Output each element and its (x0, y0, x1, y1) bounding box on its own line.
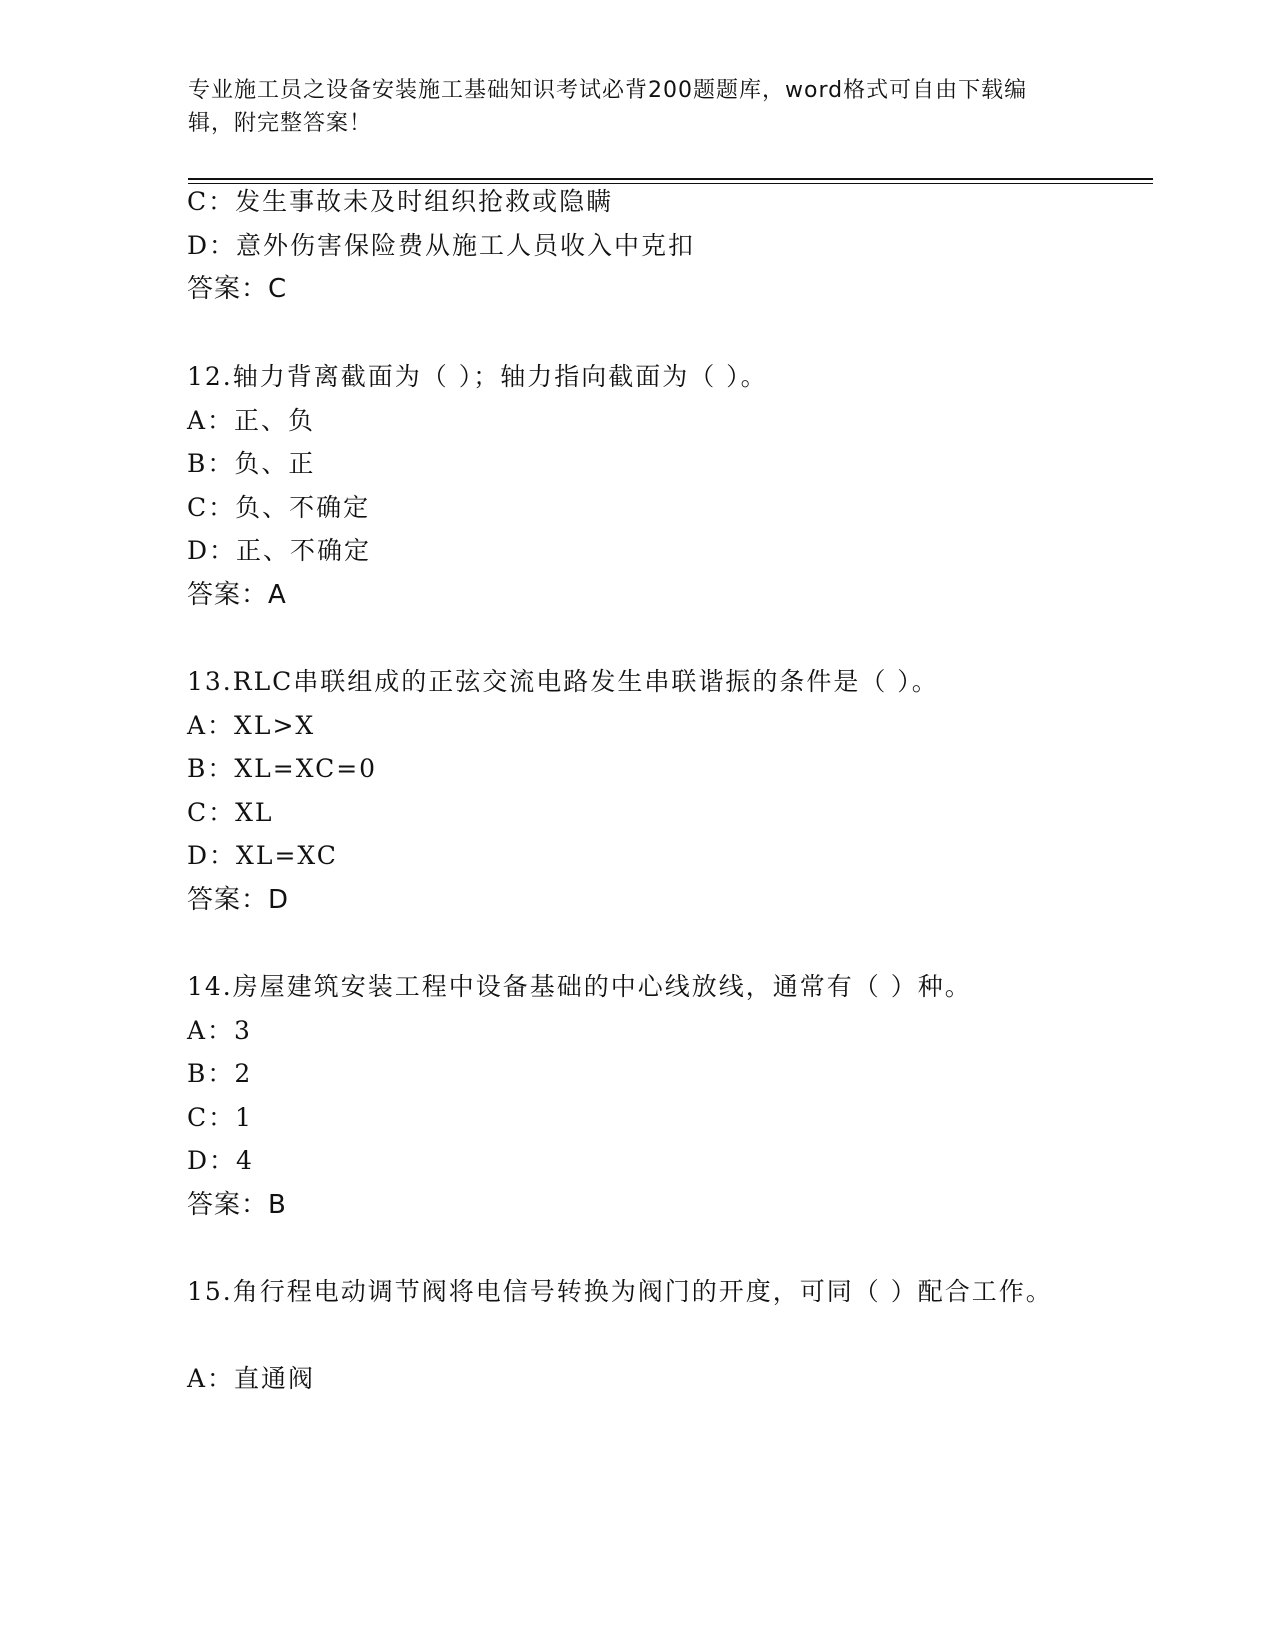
q11-option-c: C：发生事故未及时组织抢救或隐瞒 (187, 187, 614, 216)
q12-stem: 12.轴力背离截面为（ ）；轴力指向截面为（ ）。 (187, 362, 768, 391)
q12-option-b: B：负、正 (187, 449, 316, 478)
header-divider-thick (188, 178, 1153, 180)
q14-option-a: A：3 (187, 1016, 252, 1045)
q15-option-a: A：直通阀 (187, 1364, 316, 1393)
q13-stem: 13.RLC串联组成的正弦交流电路发生串联谐振的条件是（ ）。 (187, 667, 939, 696)
header-divider-thin (188, 183, 1153, 184)
q11-option-d: D：意外伤害保险费从施工人员收入中克扣 (187, 231, 696, 260)
q13-option-c: C：XL (187, 798, 274, 827)
q15-stem: 15.角行程电动调节阀将电信号转换为阀门的开度，可同（ ）配合工作。 (187, 1277, 1053, 1306)
q12-option-c: C：负、不确定 (187, 493, 371, 522)
q14-answer: 答案：B (187, 1190, 287, 1220)
q12-option-a: A：正、负 (187, 406, 316, 435)
q14-option-b: B：2 (187, 1059, 253, 1088)
q14-option-d: D：4 (187, 1146, 254, 1175)
q13-option-b: B：XL=XC=0 (187, 754, 378, 783)
q11-answer: 答案：C (187, 274, 288, 304)
q14-stem: 14.房屋建筑安装工程中设备基础的中心线放线，通常有（ ）种。 (187, 972, 972, 1001)
q13-option-a: A：XL>X (187, 711, 316, 740)
q13-option-d: D：XL=XC (187, 841, 338, 870)
document-header: 专业施工员之设备安装施工基础知识考试必背200题题库，word格式可自由下载编辑，附完整答案！ (188, 78, 1028, 136)
q13-answer: 答案：D (187, 885, 290, 915)
q14-option-c: C：1 (187, 1103, 254, 1132)
q12-answer: 答案：A (187, 580, 287, 610)
q12-option-d: D：正、不确定 (187, 536, 372, 565)
